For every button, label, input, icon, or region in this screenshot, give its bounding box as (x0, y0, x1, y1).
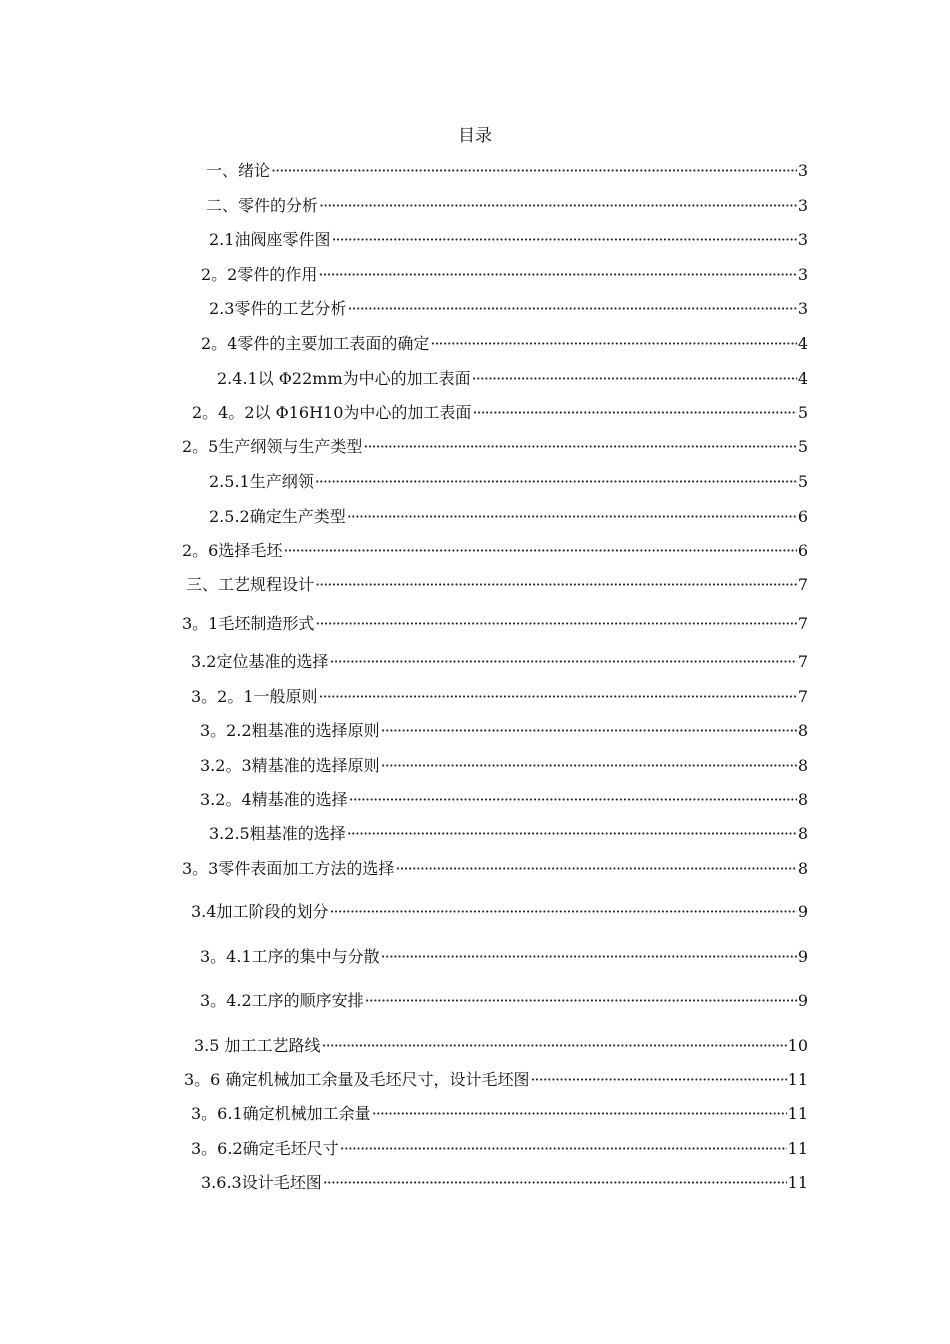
toc-entry-label: 3.5 加工工艺路线 (194, 1036, 321, 1055)
toc-entry-page: 8 (797, 824, 808, 843)
toc-entry-page: 11 (787, 1139, 808, 1158)
toc-entry-page: 3 (797, 161, 808, 180)
toc-entry-label: 2。4。2以 Φ16H10为中心的加工表面 (192, 403, 472, 422)
toc-entry[interactable] (182, 538, 808, 562)
toc-entry-label: 3.6.3设计毛坯图 (201, 1173, 322, 1192)
dot-leader (430, 333, 796, 355)
toc-entry-label: 3.2。4精基准的选择 (200, 790, 348, 809)
toc-entry-page: 9 (797, 902, 808, 921)
toc-entry-label: 3。6.2确定毛坯尺寸 (191, 1139, 339, 1158)
dot-leader (347, 298, 796, 320)
toc-entry-page: 7 (797, 575, 808, 594)
toc-entry[interactable] (191, 1136, 808, 1160)
toc-entry-page: 7 (797, 614, 808, 633)
toc-entry-label: 2.1油阀座零件图 (209, 230, 331, 249)
toc-entry-label: 3。2。1一般原则 (191, 687, 318, 706)
toc-entry-label: 2。6选择毛坯 (182, 541, 283, 560)
dot-leader (381, 946, 797, 968)
toc-entry-page: 6 (797, 507, 808, 526)
toc-entry[interactable] (206, 158, 808, 182)
toc-entry[interactable] (184, 1067, 808, 1091)
toc-entry-page: 8 (797, 721, 808, 740)
toc-entry[interactable] (201, 331, 808, 355)
dot-leader (472, 402, 796, 424)
toc-entry[interactable] (200, 753, 808, 777)
dot-leader (319, 686, 797, 708)
toc-entry-page: 11 (787, 1070, 808, 1089)
toc-entry-label: 3。2.2粗基准的选择原则 (200, 721, 380, 740)
toc-entry[interactable] (182, 611, 808, 635)
toc-entry-page: 10 (787, 1036, 808, 1055)
toc-entry-label: 3。1毛坯制造形式 (182, 614, 315, 633)
toc-entry-page: 3 (797, 196, 808, 215)
toc-entry[interactable] (200, 944, 808, 968)
toc-entry[interactable] (201, 262, 808, 286)
toc-entry[interactable] (200, 787, 808, 811)
toc-entry[interactable] (209, 469, 808, 493)
toc-entry-page: 4 (797, 334, 808, 353)
toc-entry[interactable] (191, 684, 808, 708)
dot-leader (363, 436, 796, 458)
toc-entry[interactable] (191, 649, 808, 673)
dot-leader (319, 195, 797, 217)
toc-entry-page: 9 (797, 991, 808, 1010)
toc-entry[interactable] (200, 988, 808, 1012)
toc-entry-label: 3。3零件表面加工方法的选择 (182, 859, 395, 878)
toc-entry-label: 2.4.1以 Φ22mm为中心的加工表面 (217, 369, 471, 388)
toc-entry[interactable] (209, 504, 808, 528)
toc-entry-label: 3.4加工阶段的划分 (191, 902, 329, 921)
toc-entry-label: 3。4.1工序的集中与分散 (200, 947, 380, 966)
dot-leader (381, 755, 797, 777)
toc-entry-label: 3。6 确定机械加工余量及毛坯尺寸，设计毛坯图 (184, 1070, 530, 1089)
dot-leader (530, 1069, 786, 1091)
dot-leader (349, 789, 797, 811)
toc-entry[interactable] (201, 1170, 808, 1194)
toc-entry-page: 5 (797, 472, 808, 491)
toc-entry[interactable] (186, 572, 808, 596)
toc-entry-label: 二、零件的分析 (206, 196, 319, 215)
toc-entry-page: 11 (787, 1173, 808, 1192)
toc-entry[interactable] (194, 1033, 808, 1057)
dot-leader (395, 858, 796, 880)
toc-entry-page: 3 (797, 230, 808, 249)
toc-entry-page: 7 (797, 652, 808, 671)
dot-leader (331, 229, 796, 251)
dot-leader (340, 1138, 787, 1160)
dot-leader (381, 720, 797, 742)
dot-leader (323, 1172, 787, 1194)
toc-entry-label: 2。4零件的主要加工表面的确定 (201, 334, 430, 353)
toc-entry-label: 三、工艺规程设计 (186, 575, 315, 594)
toc-entry[interactable] (200, 718, 808, 742)
toc-entry-label: 3。4.2工序的顺序安排 (200, 991, 364, 1010)
dot-leader (271, 160, 797, 182)
dot-leader (472, 368, 797, 390)
toc-entry[interactable] (209, 296, 808, 320)
toc-entry-label: 3.2定位基准的选择 (191, 652, 329, 671)
toc-entry-label: 2。5生产纲领与生产类型 (182, 437, 363, 456)
toc-entry[interactable] (206, 193, 808, 217)
dot-leader (365, 990, 797, 1012)
toc-entry-page: 9 (797, 947, 808, 966)
dot-leader (372, 1103, 787, 1125)
toc-entry-page: 8 (797, 859, 808, 878)
dot-leader (322, 1035, 787, 1057)
toc-entry-page: 5 (797, 403, 808, 422)
toc-entry[interactable] (217, 366, 808, 390)
toc-entry-page: 3 (797, 265, 808, 284)
toc-entry-page: 5 (797, 437, 808, 456)
toc-entry-page: 8 (797, 756, 808, 775)
toc-entry-label: 3.2.5粗基准的选择 (209, 824, 346, 843)
toc-entry[interactable] (191, 899, 808, 923)
toc-entry-label: 2.5.1生产纲领 (209, 472, 314, 491)
dot-leader (315, 471, 797, 493)
toc-entry[interactable] (192, 400, 808, 424)
dot-leader (347, 823, 797, 845)
toc-entry-label: 2。2零件的作用 (201, 265, 318, 284)
toc-title: 目录 (458, 126, 492, 146)
dot-leader (318, 264, 796, 286)
toc-entry[interactable] (209, 821, 808, 845)
toc-entry-page: 6 (797, 541, 808, 560)
dot-leader (283, 540, 796, 562)
toc-entry[interactable] (182, 434, 808, 458)
dot-leader (347, 506, 797, 528)
toc-entry-page: 8 (797, 790, 808, 809)
dot-leader (315, 613, 796, 635)
toc-entry-page: 7 (797, 687, 808, 706)
toc-entry[interactable] (182, 856, 808, 880)
toc-entry-page: 3 (797, 299, 808, 318)
toc-entry-label: 一、绪论 (206, 161, 271, 180)
toc-entry-page: 11 (787, 1104, 808, 1123)
toc-entry[interactable] (209, 227, 808, 251)
toc-entry-label: 3。6.1确定机械加工余量 (191, 1104, 371, 1123)
dot-leader (315, 574, 797, 596)
dot-leader (329, 901, 796, 923)
toc-entry[interactable] (191, 1101, 808, 1125)
toc-entry-label: 3.2。3精基准的选择原则 (200, 756, 380, 775)
toc-entry-page: 4 (797, 369, 808, 388)
dot-leader (329, 651, 796, 673)
toc-entry-label: 2.5.2确定生产类型 (209, 507, 346, 526)
toc-entry-label: 2.3零件的工艺分析 (209, 299, 347, 318)
